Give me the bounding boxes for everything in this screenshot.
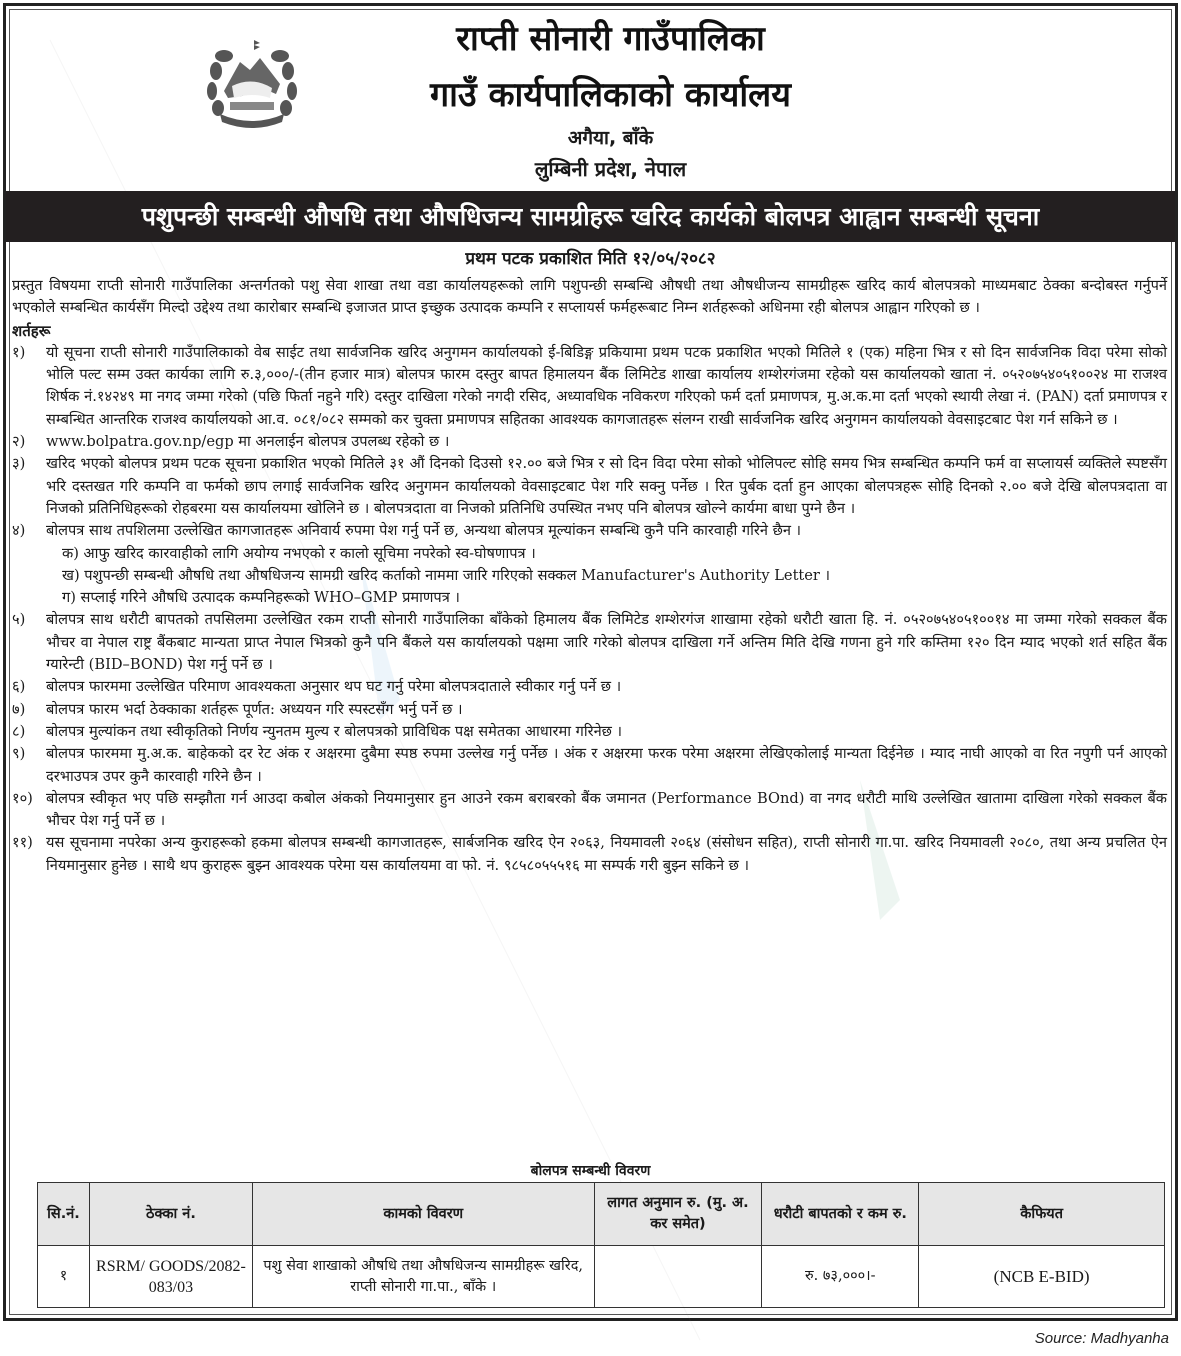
- office-province: लुम्बिनी प्रदेश, नेपाल: [534, 157, 687, 181]
- notice-title-banner: पशुपन्छी सम्बन्धी औषधि तथा औषधिजन्य सामग्रीहरू खरिद कार्यको बोलपत्र आह्वान सम्बन्धी सूचना: [6, 191, 1175, 242]
- condition-text: खरिद भएको बोलपत्र प्रथम पटक सूचना प्रकाशित भएको मितिले ३१ औं दिनको दिउसो १२.०० बजे भित्र र सो दिन विदा परेमा सोको भोलिपल्ट सोहि समय भित्र सम्बन्धित कम्पनि फर्म वा सप्लायर्स व्यक्तिले स्पष्टसँग भरि दस्तखत गरि कम्पनि वा फर्मको छाप लगाई सार्वजनिक खरिद अनुगमन कार्यालयको वेवसाइटबाट पेश गरि सक्नु पर्नेछ । रित पुर्बक दर्ता हुन आएका बोलपत्रहरू सोहि दिनको २.०० बजे देखि बोलपत्रदाता वा निजको प्रतिनिधिहरूको रोहबरमा यस कार्यालयमा खोलिने छ । बोलपत्रदाता वा निजको प्रतिनिधि उपस्थित नभए पनि बोलपत्र खोल्ने कार्यमा बाधा पुग्ने छैन ।: [46, 455, 1167, 517]
- condition-number: ८): [12, 722, 26, 740]
- condition-number: ११): [12, 834, 33, 852]
- cell-deposit-amount: रु. ७३,०००।-: [762, 1246, 919, 1308]
- condition-number: ९): [12, 745, 26, 763]
- condition-item: [12, 676, 1167, 698]
- cell-work-description: पशु सेवा शाखाको औषधि तथा औषधिजन्य सामग्रीहरू खरिद, राप्ती सोनारी गा.पा., बाँके ।: [252, 1246, 594, 1308]
- cell-contract-no: RSRM/ GOODS/2082-083/03: [89, 1246, 252, 1308]
- header-remarks: कैफियत: [919, 1183, 1165, 1246]
- notice-header: [0, 0, 1181, 187]
- condition-number: ४): [12, 522, 26, 540]
- condition-item: [12, 453, 1167, 520]
- condition-item: [12, 431, 1167, 453]
- condition-subitem: ख) पशुपन्छी सम्बन्धी औषधि तथा औषधिजन्य सामग्री खरिद कर्ताको नाममा जारि गरिएको सक्कल Manufacturer's Authority Letter ।: [62, 566, 831, 584]
- condition-item: [12, 520, 1167, 542]
- condition-number: ६): [12, 678, 26, 696]
- publish-date: प्रथम पटक प्रकाशित मिति १२/०५/२०८२: [465, 249, 716, 269]
- condition-number: २): [12, 433, 26, 451]
- conditions-heading: शर्तहरू: [12, 321, 51, 340]
- condition-text: www.bolpatra.gov.np/egp मा अनलाईन बोलपत्र उपलब्ध रहेको छ ।: [46, 433, 450, 451]
- office-address: अगैया, बाँके: [567, 127, 654, 149]
- condition-text: यो सूचना राप्ती सोनारी गाउँपालिकाको वेब साईट तथा सार्वजनिक खरिद अनुगमन कार्यालयको ई-बिडिङ्ग प्रकियामा प्रथम पटक प्रकाशित भएको मितिले १ (एक) महिना भित्र र सो दिन सार्वजनिक विदा परेमा सोको भोलि पल्ट सम्म उक्त कार्यका लागि रु.३,०००/-(तीन हजार मात्र) बोलपत्र फारम दस्तुर बापत हिमालयन बैंक लिमिटेड शाखा कार्यालय शम्शेरगंजमा रहेको यस कार्यालयको खाता नं. ०५२०७५४०५१००२४ मा राजश्व शिर्षक नं.१४२४९ मा नगद जम्मा गरेको (पछि फिर्ता नहुने गरि) दस्तुर दाखिला गरेको नगदी रसिद, अध्यावधिक नविकरण गरिएको फर्म दर्ता प्रमाणपत्र, मु.अ.क.मा दर्ता भएको स्थायी लेखा नं. (PAN) दर्ता प्रमाणपत्र र सम्बन्धित आन्तरिक राजश्व कार्यालयको आ.व. ०८१/०८२ सम्मको कर चुक्ता प्रमाणपत्र सहितका आवश्यक कागजातहरू संलग्न राखी सार्वजनिक खरिद अनुगमन कार्यालयको वेवसाइटबाट पेश गर्न सकिने छ ।: [46, 343, 1167, 428]
- bid-details-table: [37, 1182, 1165, 1308]
- condition-text: बोलपत्र स्वीकृत भए पछि सम्झौता गर्न आउदा कबोल अंकको नियमानुसार हुन आउने रकम बराबरको बैंक जमानत (Performance BOnd) वा नगद धरौटी माथि उल्लेखित खातामा दाखिला गरेको सक्कल बैंक भौचर पेश गर्नु पर्ने छ ।: [46, 789, 1167, 830]
- condition-item: [12, 342, 1167, 431]
- table-header-row: [38, 1183, 1165, 1246]
- cell-serial-no: १: [38, 1246, 90, 1308]
- condition-number: १): [12, 343, 26, 361]
- condition-number: ५): [12, 611, 26, 629]
- condition-item: [12, 609, 1167, 676]
- condition-item: [12, 721, 1167, 743]
- condition-text: बोलपत्र फारम भर्दा ठेक्काका शर्तहरू पूर्णत: अध्ययन गरि स्पस्टसँग भर्नु पर्ने छ ।: [46, 700, 463, 718]
- header-deposit-amount: धरौटी बापतको र कम रु.: [762, 1183, 919, 1246]
- cell-remarks: (NCB E-BID): [919, 1246, 1165, 1308]
- municipality-name: राप्ती सोनारी गाउँपालिका: [456, 19, 765, 59]
- header-work-description: कामको विवरण: [252, 1183, 594, 1246]
- condition-text: बोलपत्र फारममा उल्लेखित परिमाण आवश्यकता अनुसार थप घट गर्नु परेमा बोलपत्रदाताले स्वीकार गर्नु पर्ने छ ।: [46, 678, 622, 696]
- condition-item: [12, 788, 1167, 833]
- condition-item: [12, 743, 1167, 788]
- condition-subitem: क) आफु खरिद कारवाहीको लागि अयोग्य नभएको र कालो सूचिमा नपरेको स्व-घोषणापत्र ।: [62, 544, 536, 562]
- header-serial-no: सि.नं.: [38, 1183, 90, 1246]
- cell-cost-estimate: [594, 1246, 762, 1308]
- condition-text: बोलपत्र साथ धरौटी बापतको तपसिलमा उल्लेखित रकम राप्ती सोनारी गाउँपालिका बाँकेको हिमालय बैंक लिमिटेड शम्शेरगंज शाखामा रहेको धरौटी खाता हि. नं. ०५२०७५४०५१००१४ मा जम्मा गरेको सक्कल बैंक भौचर वा नेपाल राष्ट्र बैंकबाट मान्यता प्राप्त नेपाल भित्रको कुनै पनि बैंकले यस कार्यालयको पक्षमा जारि गरेको बोलपत्र दाखिला गर्ने अन्तिम मिति देखि गणना हुने गरि कम्तिमा १२० दिन म्याद भएको शर्त सहित बैंक ग्यारेन्टी (BID–BOND) पेश गर्नु पर्ने छ ।: [46, 611, 1167, 674]
- condition-text: यस सूचनामा नपरेका अन्य कुराहरूको हकमा बोलपत्र सम्बन्धी कागजातहरू, सार्बजनिक खरिद ऐन २०६३, नियमावली २०६४ (संसोधन सहित), राप्ती सोनारी गा.पा. खरिद नियमावली २०८०, तथा अन्य प्रचलित ऐन नियमानुसार हुनेछ । साथै थप कुराहरू बुझ्न आवश्यक परेमा यस कार्यालयमा वा फो. नं. ९८५८०५५५१६ मा सम्पर्क गरी बुझ्न सकिने छ ।: [46, 834, 1167, 874]
- condition-text: बोलपत्र मुल्यांकन तथा स्वीकृतिको निर्णय न्युनतम मुल्य र बोलपत्रको प्राविधिक पक्ष समेतका आधारमा गरिनेछ ।: [46, 722, 623, 740]
- condition-item: [12, 832, 1167, 877]
- condition-text: बोलपत्र फारममा मु.अ.क. बाहेकको दर रेट अंक र अक्षरमा दुबैमा स्पष्ठ रुपमा उल्लेख गर्नु पर्नेछ । अंक र अक्षरमा फरक परेमा अक्षरमा लेखिएकोलाई मान्यता दिईनेछ । म्याद नाघी आएको वा रित नपुगी पर्न आएको दरभाउपत्र उपर कुनै कारवाही गरिने छैन ।: [46, 745, 1167, 785]
- notice-body: [12, 275, 1167, 877]
- table-row: [38, 1246, 1165, 1308]
- condition-number: ३): [12, 455, 26, 473]
- header-contract-no: ठेक्का नं.: [89, 1183, 252, 1246]
- office-name: गाउँ कार्यपालिकाको कार्यालय: [430, 75, 791, 115]
- intro-paragraph: प्रस्तुत विषयमा राप्ती सोनारी गाउँपालिका अन्तर्गतको पशु सेवा शाखा तथा वडा कार्यालयहरूको लागि पशुपन्छी सम्बन्धि औषधी तथा औषधीजन्य सामग्रीहरू खरिद कार्य बोलपत्रको माध्यमबाट ठेक्का बन्दोबस्त गर्नुपर्ने भएकोले सम्बन्धित कार्यसँग मिल्दो उद्देश्य तथा कारोबार सम्बन्धि इजाजत प्राप्त इच्छुक उत्पादक कम्पनि र सप्लायर्स फर्महरूबाट निम्न शर्तहरूको अधिनमा रही बोलपत्र आह्वान गरिएको छ ।: [12, 277, 1167, 317]
- condition-number: ७): [12, 700, 26, 718]
- bid-table-title: बोलपत्र सम्बन्धी विवरण: [530, 1163, 651, 1179]
- header-cost-estimate: लागत अनुमान रु. (मु. अ. कर समेत): [594, 1183, 762, 1246]
- condition-text: बोलपत्र साथ तपशिलमा उल्लेखित कागजातहरू अनिवार्य रुपमा पेश गर्नु पर्ने छ, अन्यथा बोलपत्र मूल्यांकन सम्बन्धि कुनै पनि कारवाही गरिने छैन ।: [46, 522, 802, 540]
- condition-item: [12, 699, 1167, 721]
- condition-subitem: ग) सप्लाई गरिने औषधि उत्पादक कम्पनिहरूको WHO–GMP प्रमाणपत्र ।: [62, 589, 460, 607]
- source-credit: Source: Madhyanha: [1034, 1330, 1169, 1347]
- condition-number: १०): [12, 789, 33, 807]
